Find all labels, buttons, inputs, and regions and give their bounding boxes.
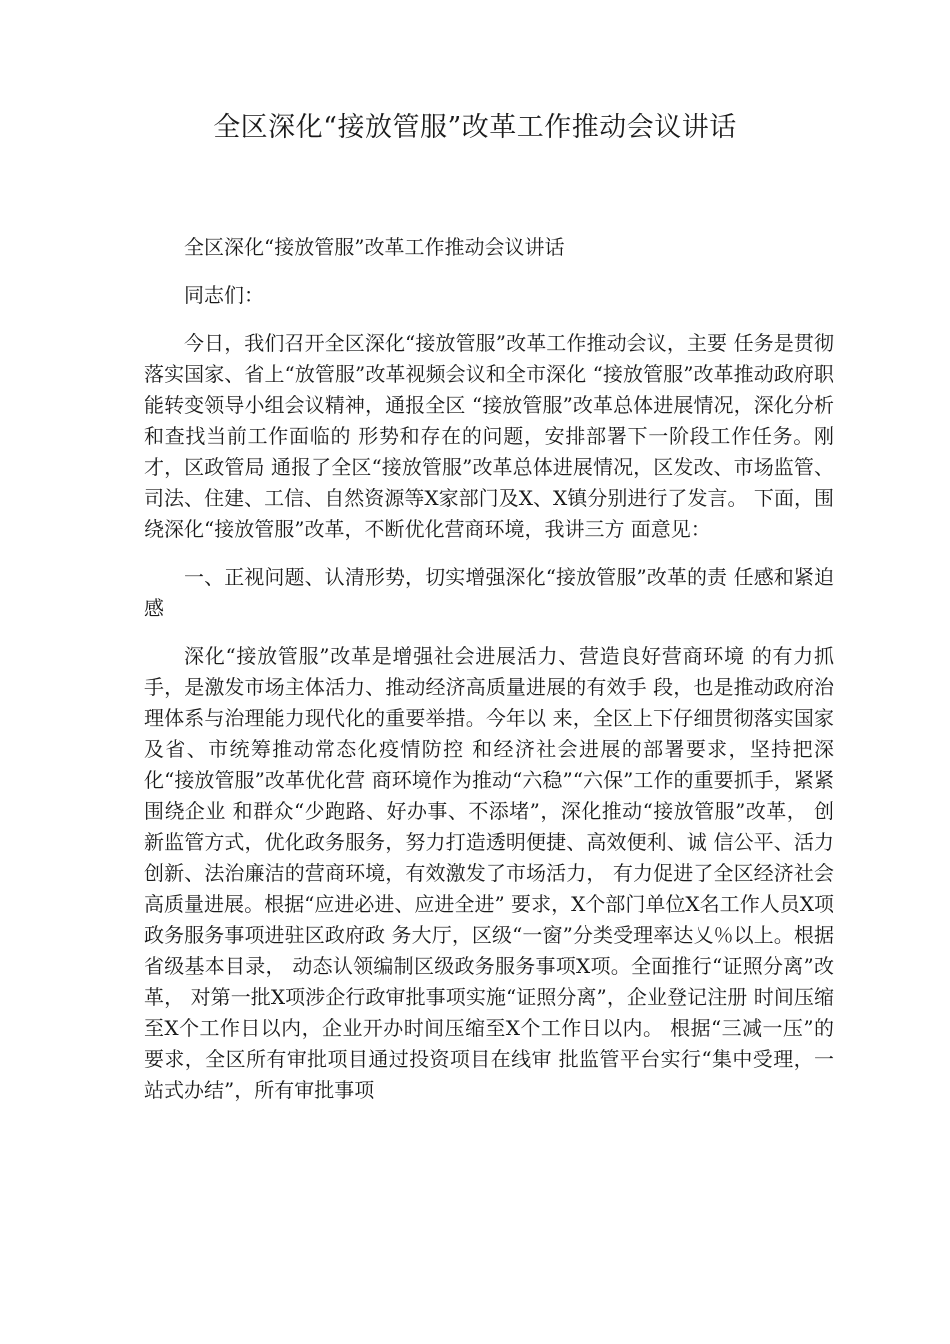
paragraph-body: 深化“接放管服”改革是增强社会进展活力、营造良好营商环境 的有力抓手，是激发市场主体活力、推动经济高质量进展的有效手 段，也是推动政府治理体系与治理能力现代化的重要举措。今年以 来，全区上下仔细贯彻落实国家及省、市统筹推动常态化疫情防控 和经济社会进展的部署要求，坚持把深化“接放管服”改革优化营 商环境作为推动“六稳”“六保”工作的重要抓手，紧紧围绕企业 和群众“少跑路、好办事、不添堵”，深化推动“接放管服”改革， 创新监管方式，优化政务服务，努力打造透明便捷、高效便利、诚 信公平、活力创新、法治廉洁的营商环境，有效激发了市场活力， 有力促进了全区经济社会高质量进展。根据“应进必进、应进全进” 要求，X个部门单位X名工作人员X项政务服务事项进驻区政府政 务大厅，区级“一窗”分类受理率达乂％以上。根据省级基本目录， 动态认领编制区级政务服务事项X项。全面推行“证照分离”改革， 对第一批X项涉企行政审批事项实施“证照分离”，企业登记注册 时间压缩至X个工作日以内，企业开办时间压缩至X个工作日以内。 根据“三减一压”的要求，全区所有审批项目通过投资项目在线审 批监管平台实行“集中受理，一站式办结”，所有审批事项	[144, 644, 834, 1102]
document-body	[144, 232, 834, 1123]
section-heading-1: 一、正视问题、认清形势，切实增强深化“接放管服”改革的责 任感和紧迫感	[144, 565, 834, 620]
document-title: 全区深化“接放管服”改革工作推动会议讲话	[213, 112, 737, 143]
paragraph-intro: 今日，我们召开全区深化“接放管服”改革工作推动会议，主要 任务是贯彻落实国家、省上“放管服”改革视频会议和全市深化 “接放管服”改革推动政府职能转变领导小组会议精神，通报全区 “接放管服”改革总体进展情况，深化分析和查找当前工作面临的 形势和存在的问题，安排部署下一阶段工作任务。刚才，区政管局 通报了全区“接放管服”改革总体进展情况，区发改、市场监管、 司法、住建、工信、自然资源等X家部门及X、X镇分别进行了发言。 下面，围绕深化“接放管服”改革，不断优化营商环境，我讲三方 面意见：	[144, 331, 834, 541]
greeting: 同志们：	[184, 283, 264, 307]
body-subtitle: 全区深化“接放管服”改革工作推动会议讲话	[184, 235, 565, 259]
